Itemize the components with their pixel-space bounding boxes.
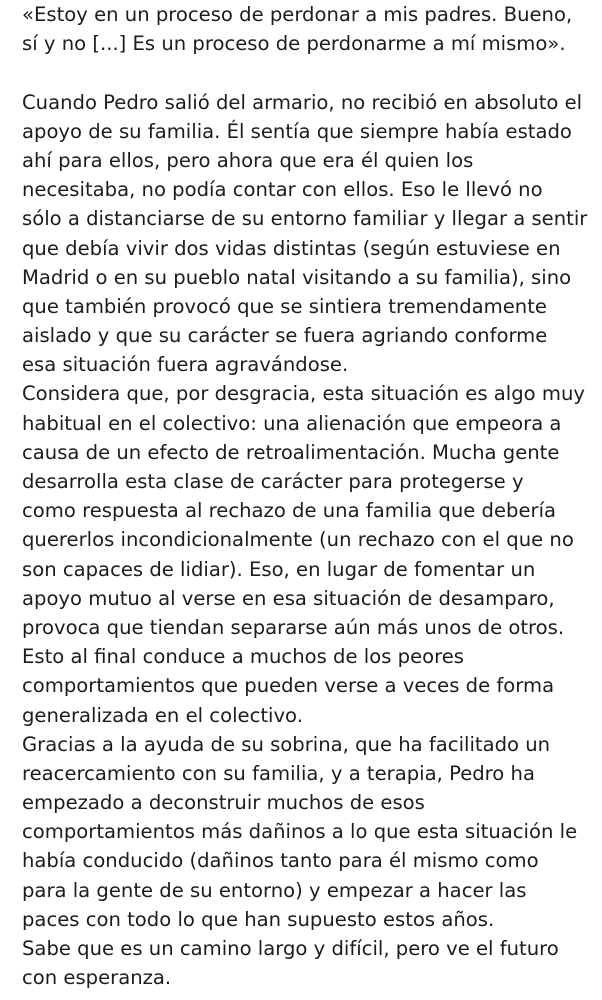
text-line: habitual en el colectivo: una alienación que empeora a xyxy=(22,411,562,435)
text-line: que debía vivir dos vidas distintas (según estuviese en xyxy=(22,236,561,260)
text-line: como respuesta al rechazo de una familia que debería xyxy=(22,499,557,523)
text-line: para la gente de su entorno) y empezar a hacer las xyxy=(22,878,527,902)
text-line: que también provocó que se sintiera tremendamente xyxy=(22,294,547,318)
text-line: sí y no [...] Es un proceso de perdonarme a mí mismo». xyxy=(22,32,566,56)
text-line: paces con todo lo que han supuesto estos años. xyxy=(22,907,495,931)
quote xyxy=(22,0,594,58)
text-line: comportamientos más dañinos a lo que esta situación le xyxy=(22,820,578,844)
text-line: empezado a deconstruir muchos de esos xyxy=(22,791,425,815)
text-line: sólo a distanciarse de su entorno familiar y llegar a sentir xyxy=(22,207,588,231)
paragraph-3 xyxy=(22,730,594,934)
text-line: aislado y que su carácter se fuera agriando conforme xyxy=(22,324,548,348)
text-line: Esto al final conduce a muchos de los peores xyxy=(22,645,465,669)
paragraph-2 xyxy=(22,379,594,729)
text-line: ahí para ellos, pero ahora que era él quien los xyxy=(22,148,474,172)
text-line: Considera que, por desgracia, esta situación es algo muy xyxy=(22,382,585,406)
text-line: esa situación fuera agravándose. xyxy=(22,353,349,377)
text-line: Gracias a la ayuda de su sobrina, que ha facilitado un xyxy=(22,732,551,756)
text-line: con esperanza. xyxy=(22,966,172,990)
paragraph-gap xyxy=(22,58,594,87)
text-line: «Estoy en un proceso de perdonar a mis padres. Bueno, xyxy=(22,3,573,26)
text-line: Cuando Pedro salió del armario, no recibió en absoluto el xyxy=(22,90,583,114)
text-line: comportamientos que pueden verse a veces de forma xyxy=(22,674,555,698)
paragraph-1 xyxy=(22,88,594,380)
text-line: provoca que tiendan separarse aún más unos de otros. xyxy=(22,615,565,639)
paragraph-4 xyxy=(22,934,594,992)
text-line: son capaces de lidiar). Eso, en lugar de fomentar un xyxy=(22,557,536,581)
text-line: desarrolla esta clase de carácter para protegerse y xyxy=(22,470,524,493)
text-line: apoyo mutuo al verse en esa situación de desamparo, xyxy=(22,586,555,610)
article-text xyxy=(22,0,594,992)
text-line: causa de un efecto de retroalimentación. Mucha gente xyxy=(22,440,560,464)
text-line: necesitaba, no podía contar con ellos. Eso le llevó no xyxy=(22,178,543,202)
text-line: Sabe que es un camino largo y difícil, pero ve el futuro xyxy=(22,937,559,960)
text-line: reacercamiento con su familia, y a terapia, Pedro ha xyxy=(22,761,535,785)
text-line: Madrid o en su pueblo natal visitando a su familia), sino xyxy=(22,265,572,289)
text-line: quererlos incondicionalmente (un rechazo con el que no xyxy=(22,528,574,552)
text-line: apoyo de su familia. Él sentía que siempre había estado xyxy=(22,119,572,143)
text-line: había conducido (dañinos tanto para él mismo como xyxy=(22,849,539,873)
text-line: generalizada en el colectivo. xyxy=(22,703,303,727)
